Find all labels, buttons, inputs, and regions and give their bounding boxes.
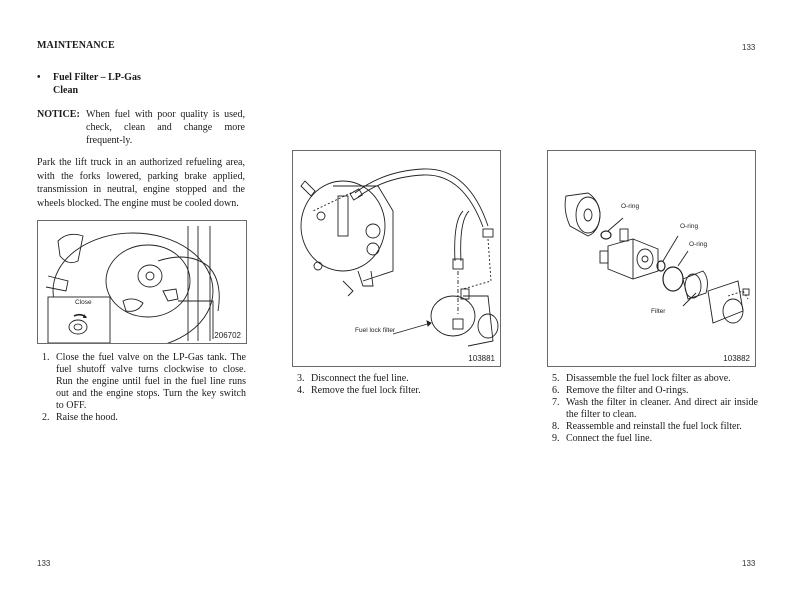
figure-code: 206702	[214, 331, 241, 340]
bullet-marker: •	[37, 72, 41, 83]
list-item: 4. Remove the fuel lock filter.	[297, 385, 421, 396]
list-item: 2. Raise the hood.	[42, 412, 118, 423]
fuel-lock-filter-label: Fuel lock filter	[355, 327, 396, 334]
list-item: 1. Close the fuel valve on the LP-Gas tank. The fuel shutoff valve turns clockwise to close. Run the engine until fuel in the fuel line runs out and the engine stops. Turn the key switch to OFF.	[42, 352, 246, 411]
fuel-line-illustration	[313, 169, 493, 316]
figure-fuel-lock-filter	[292, 150, 501, 367]
o-ring-label-3: O-ring	[689, 241, 708, 248]
notice-label: NOTICE:	[37, 109, 80, 120]
list-item: 7. Wash the filter in cleaner. And direct air inside the filter to clean.	[552, 397, 758, 420]
steps-list-1	[42, 352, 246, 424]
page-number-top: 133	[742, 43, 756, 52]
fuel-lock-filter-illustration	[393, 289, 498, 346]
heading-line-2: Clean	[53, 85, 78, 96]
figure-code: 103882	[723, 354, 750, 363]
notice-text: When fuel with poor quality is used, check, clean and change more frequent-ly.	[86, 109, 245, 146]
steps-list-2	[297, 373, 501, 397]
figure-filter-disassembly	[547, 150, 756, 367]
section-title: MAINTENANCE	[37, 40, 115, 51]
list-item: 5. Disassemble the fuel lock filter as above.	[552, 373, 731, 384]
list-item: 6. Remove the filter and O-rings.	[552, 385, 689, 396]
exploded-filter-assembly-illustration	[548, 151, 755, 366]
heading-line-1: Fuel Filter – LP-Gas	[53, 72, 141, 83]
list-item: 8. Reassemble and reinstall the fuel lock filter.	[552, 421, 742, 432]
close-label: Close	[75, 299, 92, 306]
filter-label: Filter	[651, 308, 666, 315]
steps-list-3	[552, 373, 758, 445]
page-number-bottom-right: 133	[742, 559, 756, 568]
notice-block	[37, 108, 245, 147]
figure-code: 103881	[468, 354, 495, 363]
intro-paragraph: Park the lift truck in an authorized refueling area, with the forks lowered, parking brake applied, transmission in neutral, engine stopped and the wheels blocked. The engine must be cooled down.	[37, 157, 245, 209]
vaporizer-regulator-illustration	[293, 151, 500, 366]
list-item: 3. Disconnect the fuel line.	[297, 373, 409, 384]
list-item: 9. Connect the fuel line.	[552, 433, 653, 444]
section-heading	[37, 71, 141, 97]
o-ring-label-1: O-ring	[621, 203, 640, 210]
o-ring-label-2: O-ring	[680, 223, 699, 230]
page-number-bottom-left: 133	[37, 559, 51, 568]
lp-gas-tank-illustration	[38, 221, 246, 343]
figure-lp-tank	[37, 220, 247, 344]
